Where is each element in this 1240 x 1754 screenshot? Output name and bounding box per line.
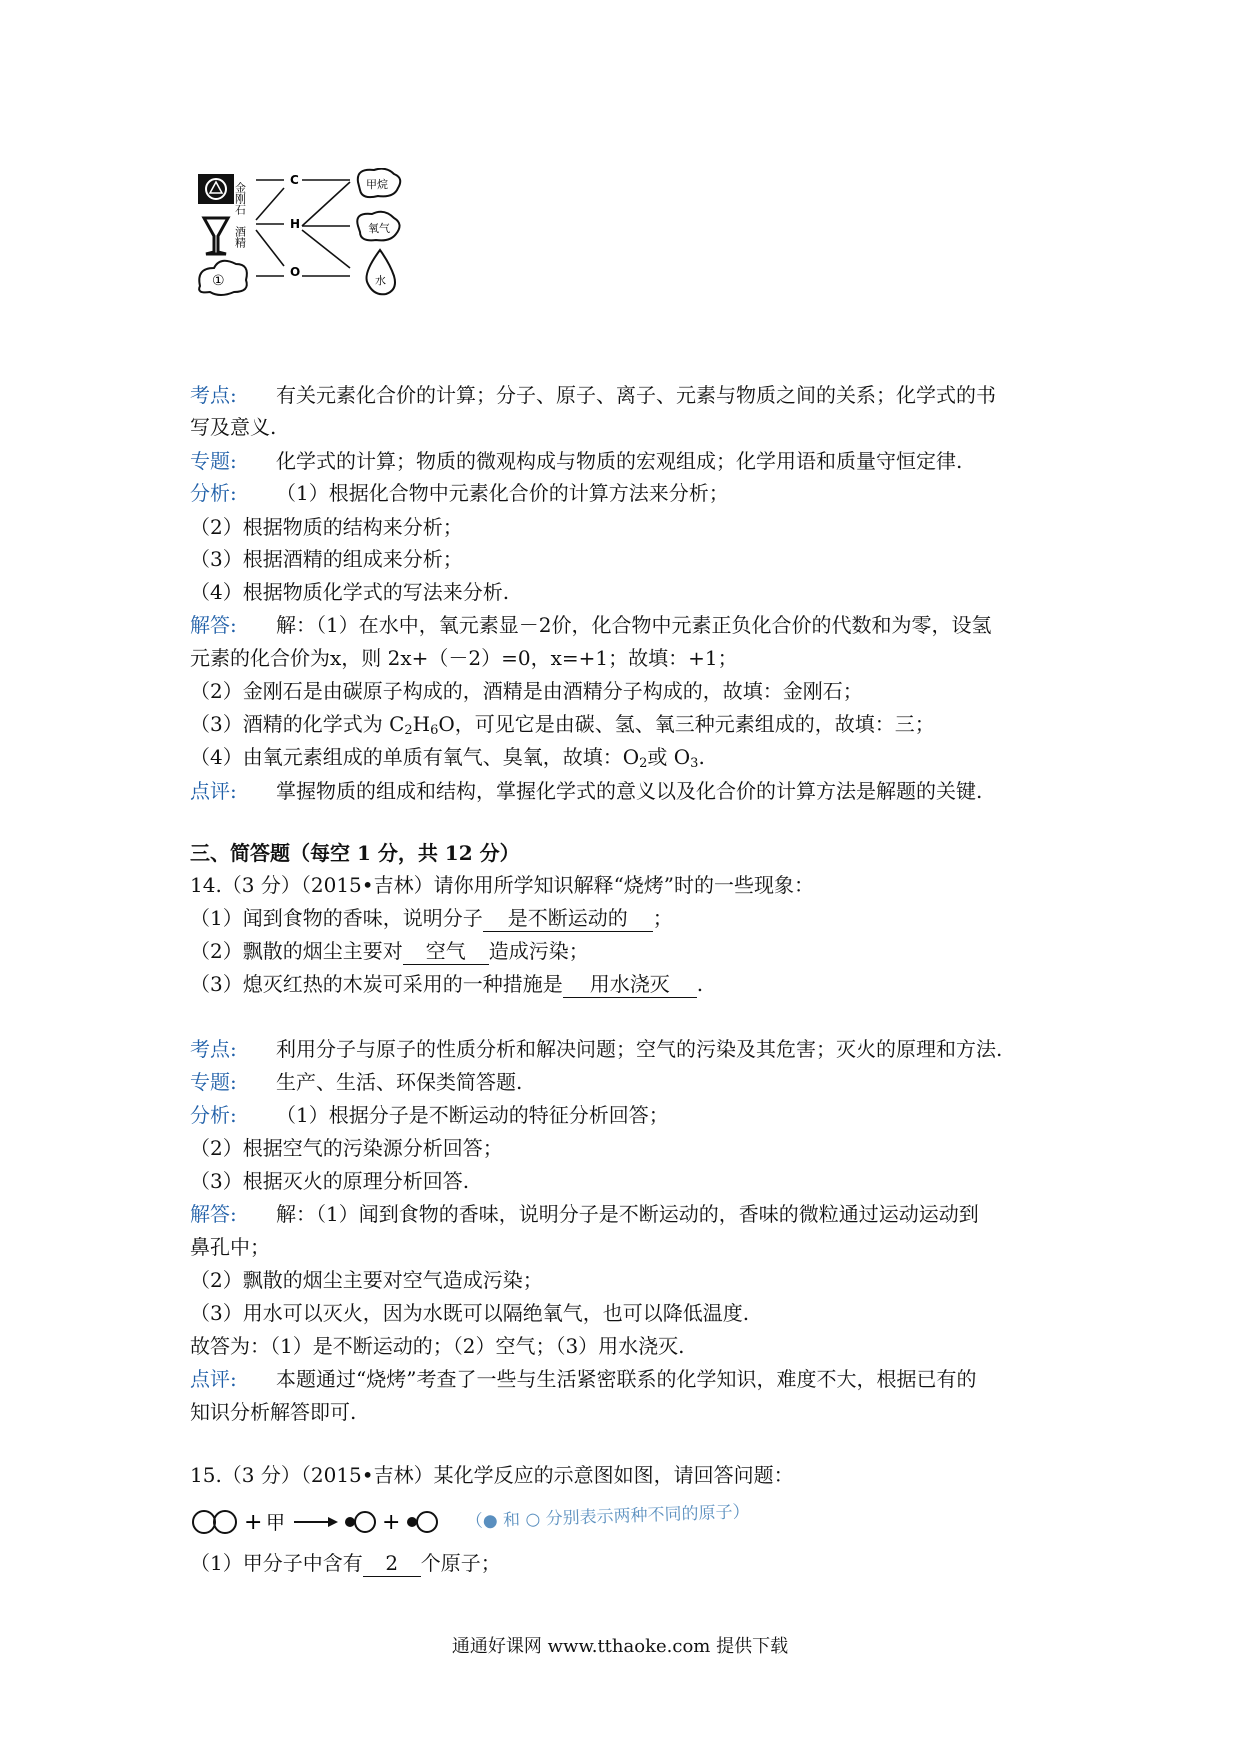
element-h: H <box>290 217 301 231</box>
q14-jieda-row-4 <box>190 1298 749 1328</box>
jieda-text-4c: O，可见它是由碳、氢、氧三种元素组成的，故填：三； <box>438 712 935 736</box>
fenxi-row-4 <box>190 577 509 607</box>
q14-jieda-text-4: （3）用水可以灭火，因为水既可以隔绝氧气，也可以降低温度. <box>190 1301 750 1325</box>
zhuanti-label: 专题: <box>190 449 237 473</box>
q14-jieda-row-2 <box>190 1232 270 1262</box>
water-drop-icon <box>367 250 396 294</box>
kaodian-text-2: 写及意义. <box>190 415 277 439</box>
jieda-text-5c: . <box>698 745 705 769</box>
element-c: C <box>290 173 299 187</box>
q14-fenxi-text-2: （2）根据空气的污染源分析回答； <box>190 1136 503 1160</box>
diamond-label: 金刚石 <box>233 182 247 215</box>
fenxi-label: 分析: <box>190 481 237 505</box>
q14-dianping-text-2: 知识分析解答即可. <box>190 1400 357 1424</box>
jieda-text-1: 解：（1）在水中，氧元素显－2价，化合物中元素正负化合价的代数和为零，设氢 <box>276 613 992 637</box>
q15-p1-answer: 2 <box>363 1550 421 1577</box>
reactant-jia: 甲 <box>266 1512 286 1534</box>
q14-part-2 <box>190 936 589 966</box>
q14-jieda-text-1: 解：（1）闻到食物的香味，说明分子是不断运动的，香味的微粒通过运动运动到 <box>276 1202 979 1226</box>
q15-stem: 15.（3 分）（2015•吉林）某化学反应的示意图如图，请回答问题： <box>190 1463 794 1487</box>
q14-jieda-text-3: （2）飘散的烟尘主要对空气造成污染； <box>190 1268 543 1292</box>
water-label: 水 <box>375 274 386 287</box>
reaction-note: （● 和 ○ 分别表示两种不同的原子） <box>465 1502 750 1532</box>
circle-one-label: ① <box>212 273 225 289</box>
wine-glass-icon <box>204 218 228 254</box>
q14-fenxi-text-1: （1）根据分子是不断运动的特征分析回答； <box>276 1103 669 1127</box>
q14-stem: 14.（3 分）（2015•吉林）请你用所学知识解释“烧烤”时的一些现象： <box>190 873 815 897</box>
jieda-text-4a: （3）酒精的化学式为 C <box>190 712 405 736</box>
fenxi-row-2 <box>190 512 463 542</box>
jieda-text-2: 元素的化合价为x，则 2x+（－2）=0，x=+1；故填：+1； <box>190 646 738 670</box>
jieda-sub-4: 3 <box>690 756 699 771</box>
q14-jieda-row-1 <box>190 1199 979 1229</box>
q14-answer-text: 故答为：（1）是不断运动的；（2）空气；（3）用水浇灭. <box>190 1334 685 1358</box>
q14-answer-row <box>190 1331 685 1361</box>
q14-dianping-row-2 <box>190 1397 356 1427</box>
jieda-row-1 <box>190 610 991 640</box>
q14-p3-answer: 用水浇灭 <box>563 971 697 998</box>
jieda-text-4b: H <box>412 712 431 736</box>
q14-fenxi-row-1 <box>190 1100 669 1130</box>
q15-p1-text: （1）甲分子中含有 <box>190 1551 363 1575</box>
q14-p1-answer: 是不断运动的 <box>483 905 653 932</box>
q14-p1-end: ； <box>652 906 673 930</box>
fenxi-text-3: （3）根据酒精的组成来分析； <box>190 547 463 571</box>
left-connectors <box>256 180 284 276</box>
methane-label: 甲烷 <box>366 178 388 191</box>
q14-kaodian-row <box>190 1034 1002 1064</box>
q14-fenxi-label: 分析: <box>190 1103 237 1127</box>
plus-icon: + <box>244 1510 263 1535</box>
jieda-label: 解答: <box>190 613 237 637</box>
q14-part-3 <box>190 969 703 999</box>
fenxi-text-1: （1）根据化合物中元素化合价的计算方法来分析； <box>276 481 729 505</box>
jieda-row-5 <box>190 742 705 779</box>
jieda-row-4 <box>190 709 935 746</box>
zhuanti-text: 化学式的计算；物质的微观构成与物质的宏观组成；化学用语和质量守恒定律. <box>276 449 963 473</box>
q14-fenxi-row-3 <box>190 1166 469 1196</box>
q14-dianping-label: 点评: <box>190 1367 237 1391</box>
q14-fenxi-row-2 <box>190 1133 503 1163</box>
product-molecule-1-icon <box>345 1512 375 1532</box>
zhuanti-row <box>190 446 962 476</box>
jieda-text-5a: （4）由氧元素组成的单质有氧气、臭氧，故填：O <box>190 745 640 769</box>
q14-jieda-label: 解答: <box>190 1202 237 1226</box>
q14-kaodian-text: 利用分子与原子的性质分析和解决问题；空气的污染及其危害；灭火的原理和方法. <box>276 1037 1003 1061</box>
plus-icon-2: + <box>382 1510 401 1535</box>
kaodian-text-1: 有关元素化合价的计算；分子、原子、离子、元素与物质之间的关系；化学式的书 <box>276 383 996 407</box>
fenxi-text-2: （2）根据物质的结构来分析； <box>190 515 463 539</box>
diamond-icon <box>198 174 234 204</box>
q15-part-1 <box>190 1548 501 1578</box>
fenxi-text-4: （4）根据物质化学式的写法来分析. <box>190 580 510 604</box>
dianping-row <box>190 776 982 806</box>
kaodian-row-2 <box>190 412 276 442</box>
section-title: 三、简答题（每空 1 分，共 12 分） <box>190 841 520 865</box>
jieda-sub-3: 2 <box>639 756 648 771</box>
fenxi-row-1 <box>190 478 729 508</box>
right-connectors <box>302 180 350 276</box>
arrow-icon <box>294 1517 338 1527</box>
jieda-row-2 <box>190 643 738 673</box>
q14-p2-text: （2）飘散的烟尘主要对 <box>190 939 403 963</box>
substance-element-diagram <box>190 168 460 328</box>
q15-p1-end: 个原子； <box>420 1551 501 1575</box>
jieda-sub-2: 6 <box>430 723 439 738</box>
jieda-row-3 <box>190 676 863 706</box>
q14-jieda-text-2: 鼻孔中； <box>190 1235 270 1259</box>
q14-p2-answer: 空气 <box>403 938 489 965</box>
product-molecule-2-icon <box>407 1512 437 1532</box>
reactant-molecule-icon <box>193 1511 236 1533</box>
alcohol-label: 酒精 <box>233 226 247 248</box>
q14-dianping-text-1: 本题通过“烧烤”考查了一些与生活紧密联系的化学知识，难度不大，根据已有的 <box>276 1367 977 1391</box>
dianping-text: 掌握物质的组成和结构，掌握化学式的意义以及化合价的计算方法是解题的关键. <box>276 779 983 803</box>
reaction-diagram <box>190 1502 870 1540</box>
q14-p1-text: （1）闻到食物的香味，说明分子 <box>190 906 483 930</box>
q14-p3-text: （3）熄灭红热的木炭可采用的一种措施是 <box>190 972 563 996</box>
q14-kaodian-label: 考点: <box>190 1037 237 1061</box>
dianping-label: 点评: <box>190 779 237 803</box>
q14-p3-end: . <box>696 972 704 996</box>
page-footer: 通通好课网 www.tthaoke.com 提供下载 <box>451 1636 789 1657</box>
oxygen-label: 氧气 <box>368 222 390 235</box>
kaodian-row-1 <box>190 380 996 410</box>
element-o: O <box>290 265 301 279</box>
q14-p2-end: 造成污染； <box>488 939 589 963</box>
q14-fenxi-text-3: （3）根据灭火的原理分析回答. <box>190 1169 470 1193</box>
fenxi-row-3 <box>190 544 463 574</box>
jieda-sub-1: 2 <box>404 723 413 738</box>
q14-zhuanti-text: 生产、生活、环保类简答题. <box>276 1070 523 1094</box>
jieda-text-5b: 或 O <box>647 745 691 769</box>
q14-part-1 <box>190 903 673 933</box>
q14-dianping-row-1 <box>190 1364 976 1394</box>
q14-zhuanti-label: 专题: <box>190 1070 237 1094</box>
kaodian-label: 考点: <box>190 383 237 407</box>
jieda-text-3: （2）金刚石是由碳原子构成的，酒精是由酒精分子构成的，故填：金刚石； <box>190 679 863 703</box>
q14-zhuanti-row <box>190 1067 522 1097</box>
q14-jieda-row-3 <box>190 1265 543 1295</box>
